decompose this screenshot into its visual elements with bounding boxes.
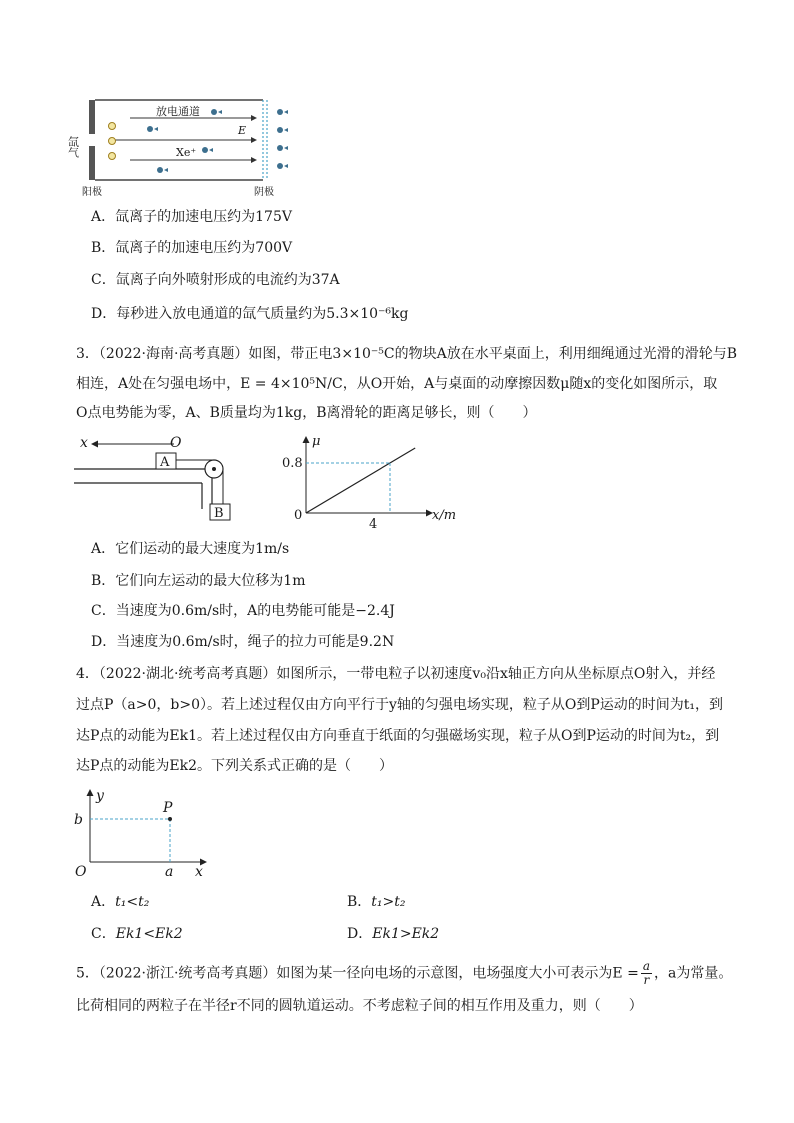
q2-option-b[interactable]: B．氙离子的加速电压约为700V xyxy=(91,240,293,256)
q3-stem-line-3: O点电势能为零，A、B质量均为1kg，B离滑轮的距离足够长，则（ ） xyxy=(76,405,537,421)
svg-text:A: A xyxy=(160,455,170,470)
q5-fraction: $\frac{a}{r}$ xyxy=(642,959,650,987)
q3-stem-line-1: 3．（2022·海南·高考真题）如图，带正电3×10⁻⁵C的物块A放在水平桌面上，利用细绳通过光滑的滑轮与B xyxy=(76,346,737,362)
chart-y-label: μ xyxy=(312,434,321,449)
q4-stem-line-2: 过点P（a>0，b>0）。若上述过程仅由方向平行于y轴的匀强电场实现，粒子从O到P运动的时间为t₁，到 xyxy=(76,697,724,713)
q5-stem-line-2: 比荷相同的两粒子在半径r不同的圆轨道运动。不考虑粒子间的相互作用及重力，则（ ） xyxy=(76,998,643,1014)
svg-text:a: a xyxy=(165,864,174,880)
xenon-atom xyxy=(109,123,116,130)
chart-y-tick: 0.8 xyxy=(282,456,303,471)
field-label: E xyxy=(238,124,247,137)
xenon-atom xyxy=(109,153,116,160)
chart-origin-label: 0 xyxy=(294,508,303,523)
svg-text:P: P xyxy=(163,800,173,816)
svg-text:x: x xyxy=(80,435,88,451)
q2-option-c[interactable]: C．氙离子向外喷射形成的电流约为37A xyxy=(91,272,340,288)
q3-option-b[interactable]: B．它们向左运动的最大位移为1m xyxy=(91,573,306,589)
q4-stem-line-3: 达P点的动能为Ek1。若上述过程仅由方向垂直于纸面的匀强磁场实现，粒子从O到P运动的时间为t₂，到 xyxy=(76,728,720,744)
q5-stem-line-1: 5．（2022·浙江·统考高考真题）如图为某一径向电场的示意图，电场强度大小可表示为E = $\frac{a}{r}$ ，a为常量。 xyxy=(76,959,733,987)
ion-thruster-figure xyxy=(66,96,300,200)
q3-stem-line-2: 相连，A处在匀强电场中，E = 4×10⁵N/C，从O开始，A与桌面的动摩擦因数μ随x的变化如图所示，取 xyxy=(76,376,718,392)
q4-option-b[interactable]: B．t₁>t₂ xyxy=(347,894,406,910)
q4-stem-line-1: 4．（2022·湖北·统考高考真题）如图所示，一带电粒子以初速度v₀沿x轴正方向从坐标原点O射入，并经 xyxy=(76,666,716,682)
q4-option-c[interactable]: C．Ek1<Ek2 xyxy=(91,926,183,942)
q3-option-d[interactable]: D．当速度为0.6m/s时，绳子的拉力可能是9.2N xyxy=(91,634,395,650)
svg-text:B: B xyxy=(214,506,224,521)
chart-x-label: x/m xyxy=(432,508,457,523)
q3-mu-chart xyxy=(282,431,462,532)
chart-x-tick: 4 xyxy=(369,517,378,532)
point-p xyxy=(168,817,172,821)
gas-label: 氙气 xyxy=(66,136,80,158)
q2-option-a[interactable]: A．氙离子的加速电压约为175V xyxy=(91,209,292,225)
q2-option-d[interactable]: D．每秒进入放电通道的氙气质量约为5.3×10⁻⁶kg xyxy=(91,306,409,322)
q4-option-d[interactable]: D．Ek1>Ek2 xyxy=(347,926,440,942)
q3-pulley-figure xyxy=(72,434,242,524)
anode-label: 阳极 xyxy=(82,187,102,198)
chart-series-line xyxy=(306,448,415,513)
anode-plate xyxy=(89,100,95,134)
xenon-atom xyxy=(109,138,116,145)
q3-option-c[interactable]: C．当速度为0.6m/s时，A的电势能可能是−2.4J xyxy=(91,603,395,619)
ion-label: Xe⁺ xyxy=(176,146,197,159)
anode-plate xyxy=(89,146,95,180)
q3-option-a[interactable]: A．它们运动的最大速度为1m/s xyxy=(91,541,290,557)
cathode-label: 阴极 xyxy=(254,187,274,198)
svg-text:x: x xyxy=(195,864,203,880)
q4-stem-line-4: 达P点的动能为Ek2。下列关系式正确的是（ ） xyxy=(76,758,394,774)
svg-text:O: O xyxy=(75,864,87,880)
svg-text:y: y xyxy=(96,788,104,804)
channel-label: 放电通道 xyxy=(156,105,200,118)
q4-coordinate-figure xyxy=(70,786,220,881)
svg-text:b: b xyxy=(74,812,83,828)
q4-option-a[interactable]: A．t₁<t₂ xyxy=(91,894,150,910)
svg-text:O: O xyxy=(170,435,182,451)
